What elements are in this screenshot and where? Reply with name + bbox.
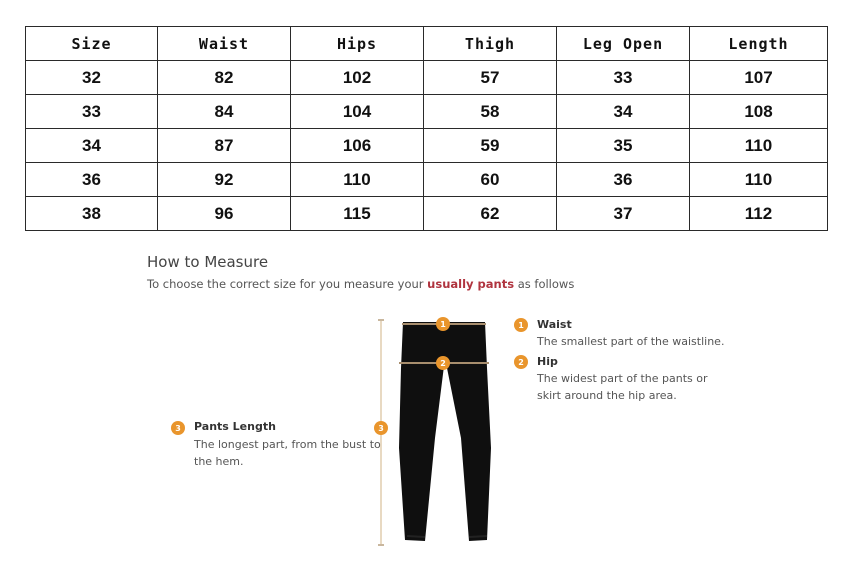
table-row <box>26 95 828 129</box>
header-size: Size <box>26 27 158 61</box>
header-length: Length <box>690 27 828 61</box>
legend-1-badge: 1 <box>514 318 528 332</box>
cell-size: 33 <box>26 95 158 129</box>
cell-hips: 106 <box>291 129 424 163</box>
cell-leg-open: 35 <box>557 129 690 163</box>
cell-waist: 96 <box>158 197 291 231</box>
cell-thigh: 57 <box>424 61 557 95</box>
cell-waist: 84 <box>158 95 291 129</box>
header-waist: Waist <box>158 27 291 61</box>
how-to-measure-title: How to Measure <box>147 253 269 271</box>
legend-length-desc-2: the hem. <box>194 455 244 468</box>
cell-thigh: 62 <box>424 197 557 231</box>
header-thigh: Thigh <box>424 27 557 61</box>
cell-waist: 92 <box>158 163 291 197</box>
table-row <box>26 163 828 197</box>
cell-hips: 110 <box>291 163 424 197</box>
subtitle-highlight: usually pants <box>427 277 515 291</box>
cell-hips: 102 <box>291 61 424 95</box>
marker-1-badge: 1 <box>436 317 450 331</box>
cell-length: 110 <box>690 163 828 197</box>
legend-waist-desc: The smallest part of the waistline. <box>537 335 725 348</box>
legend-length-title: Pants Length <box>194 420 276 433</box>
cell-length: 112 <box>690 197 828 231</box>
marker-2-badge: 2 <box>436 356 450 370</box>
cell-waist: 87 <box>158 129 291 163</box>
marker-3-badge: 3 <box>374 421 388 435</box>
length-line-top-tick <box>378 319 384 321</box>
cell-thigh: 60 <box>424 163 557 197</box>
pants-illustration-icon <box>395 318 495 548</box>
size-chart-table <box>25 26 828 231</box>
legend-hip-desc-1: The widest part of the pants or <box>537 372 708 385</box>
cell-length: 107 <box>690 61 828 95</box>
cell-length: 108 <box>690 95 828 129</box>
legend-hip-title: Hip <box>537 355 558 368</box>
table-row <box>26 197 828 231</box>
table-row <box>26 61 828 95</box>
cell-leg-open: 36 <box>557 163 690 197</box>
cell-hips: 115 <box>291 197 424 231</box>
length-line-bottom-tick <box>378 544 384 546</box>
legend-2-badge: 2 <box>514 355 528 369</box>
cell-leg-open: 34 <box>557 95 690 129</box>
cell-leg-open: 37 <box>557 197 690 231</box>
header-leg-open: Leg Open <box>557 27 690 61</box>
legend-3-badge: 3 <box>171 421 185 435</box>
legend-length-desc-1: The longest part, from the bust to <box>194 438 381 451</box>
cell-waist: 82 <box>158 61 291 95</box>
cell-size: 34 <box>26 129 158 163</box>
cell-thigh: 58 <box>424 95 557 129</box>
cell-thigh: 59 <box>424 129 557 163</box>
cell-leg-open: 33 <box>557 61 690 95</box>
subtitle-text-end: as follows <box>517 277 575 291</box>
cell-size: 32 <box>26 61 158 95</box>
cell-hips: 104 <box>291 95 424 129</box>
table-header-row <box>26 27 828 61</box>
cell-size: 36 <box>26 163 158 197</box>
header-hips: Hips <box>291 27 424 61</box>
cell-size: 38 <box>26 197 158 231</box>
legend-waist-title: Waist <box>537 318 572 331</box>
legend-hip-desc-2: skirt around the hip area. <box>537 389 677 402</box>
cell-length: 110 <box>690 129 828 163</box>
how-to-measure-subtitle <box>147 277 574 291</box>
subtitle-text: To choose the correct size for you measure your <box>147 277 424 291</box>
table-row <box>26 129 828 163</box>
